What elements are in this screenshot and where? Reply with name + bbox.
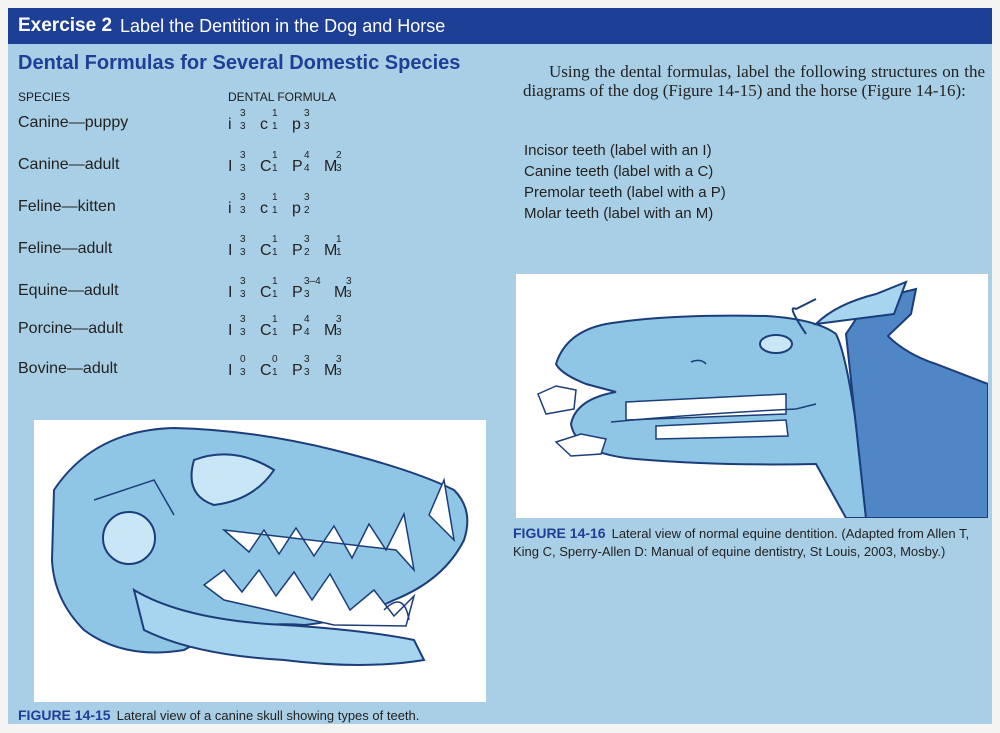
species-label: Feline—kitten <box>18 198 116 215</box>
figure-14-16-number: FIGURE 14-16 <box>513 525 606 541</box>
upper-count: 4 <box>304 150 310 161</box>
lower-count: 3 <box>240 163 246 174</box>
lower-count: 3 <box>346 289 352 300</box>
tooth-letter: c <box>260 116 268 133</box>
tooth-letter: P <box>292 362 303 379</box>
tooth-letter: M <box>324 322 338 339</box>
upper-count: 3–4 <box>304 276 321 287</box>
upper-count: 3 <box>240 276 246 287</box>
lower-count: 1 <box>272 163 278 174</box>
tooth-letter: C <box>260 284 272 301</box>
instructions-text: Using the dental formulas, label the following structures on the diagrams of the dog (Figure 14-15) and the horse (Figure 14-16): <box>523 62 985 100</box>
instructions <box>523 62 985 100</box>
label-list <box>524 140 726 224</box>
upper-count: 3 <box>240 314 246 325</box>
upper-count: 1 <box>272 276 278 287</box>
species-column-header: SPECIES <box>18 90 71 104</box>
lower-count: 1 <box>272 247 278 258</box>
tooth-letter: C <box>260 362 272 379</box>
exercise-number: Exercise 2 <box>18 15 113 36</box>
label-item: Canine teeth (label with a C) <box>524 163 714 180</box>
upper-count: 3 <box>240 234 246 245</box>
tooth-letter: I <box>228 158 233 175</box>
tooth-letter: I <box>228 362 233 379</box>
formula-column-header: DENTAL FORMULA <box>228 90 337 104</box>
lower-count: 3 <box>304 289 310 300</box>
lower-count: 3 <box>336 163 342 174</box>
lower-count: 1 <box>272 327 278 338</box>
lower-count: 3 <box>304 121 310 132</box>
lower-count: 3 <box>336 327 342 338</box>
figure-14-15-text: Lateral view of a canine skull showing types of teeth. <box>116 708 420 723</box>
tooth-letter: I <box>228 284 233 301</box>
lower-count: 3 <box>240 367 246 378</box>
upper-count: 1 <box>272 150 278 161</box>
tooth-letter: C <box>260 158 272 175</box>
tooth-letter: P <box>292 284 303 301</box>
tooth-letter: i <box>228 116 232 133</box>
upper-count: 1 <box>272 234 278 245</box>
lower-count: 3 <box>240 247 246 258</box>
tooth-letter: p <box>292 116 301 133</box>
species-label: Bovine—adult <box>18 360 118 377</box>
horse-head-illustration <box>516 274 988 518</box>
lower-count: 2 <box>304 247 310 258</box>
lower-count: 1 <box>272 205 278 216</box>
tooth-letter: P <box>292 158 303 175</box>
tooth-letter: M <box>324 362 338 379</box>
species-label: Porcine—adult <box>18 320 123 337</box>
upper-count: 1 <box>336 234 342 245</box>
upper-count: 0 <box>272 354 278 365</box>
species-label: Equine—adult <box>18 282 119 299</box>
tooth-letter: p <box>292 200 301 217</box>
tooth-letter: I <box>228 322 233 339</box>
upper-count: 1 <box>272 314 278 325</box>
lower-count: 4 <box>304 163 310 174</box>
dog-figure <box>34 420 486 702</box>
tooth-letter: P <box>292 322 303 339</box>
tooth-letter: C <box>260 242 272 259</box>
label-item: Incisor teeth (label with an I) <box>524 142 712 159</box>
upper-count: 3 <box>240 192 246 203</box>
lower-count: 4 <box>304 327 310 338</box>
tooth-letter: P <box>292 242 303 259</box>
tooth-letter: M <box>324 242 338 259</box>
tooth-letter: C <box>260 322 272 339</box>
exercise-title: Label the Dentition in the Dog and Horse <box>120 15 446 36</box>
species-label: Canine—puppy <box>18 114 129 131</box>
upper-count: 3 <box>240 108 246 119</box>
upper-count: 3 <box>304 108 310 119</box>
lower-count: 1 <box>272 289 278 300</box>
upper-count: 1 <box>272 108 278 119</box>
upper-count: 2 <box>336 150 342 161</box>
lower-count: 3 <box>240 121 246 132</box>
lower-count: 2 <box>304 205 310 216</box>
lower-count: 3 <box>240 327 246 338</box>
tooth-letter: c <box>260 200 268 217</box>
upper-count: 4 <box>304 314 310 325</box>
lower-count: 1 <box>336 247 342 258</box>
label-item: Molar teeth (label with an M) <box>524 205 714 222</box>
lower-count: 3 <box>336 367 342 378</box>
tooth-letter: I <box>228 242 233 259</box>
upper-count: 0 <box>240 354 246 365</box>
exercise-banner <box>8 8 992 44</box>
figure-14-16-caption <box>513 524 985 561</box>
species-label: Canine—adult <box>18 156 120 173</box>
tooth-letter: M <box>324 158 338 175</box>
species-label: Feline—adult <box>18 240 113 257</box>
upper-count: 3 <box>304 234 310 245</box>
upper-count: 3 <box>240 150 246 161</box>
lower-count: 1 <box>272 121 278 132</box>
lower-count: 3 <box>304 367 310 378</box>
upper-count: 3 <box>304 192 310 203</box>
lower-count: 3 <box>240 289 246 300</box>
table-title: Dental Formulas for Several Domestic Species <box>18 52 461 74</box>
tooth-letter: i <box>228 200 232 217</box>
upper-count: 3 <box>336 314 342 325</box>
figure-14-16-text: Lateral view of normal equine dentition. (Adapted from Allen T, King C, Sperry-Allen D: Manual of equine dentistry, St Louis, 2003, Mosby.) <box>513 526 970 559</box>
upper-count: 3 <box>346 276 352 287</box>
canine-skull-illustration <box>34 420 486 702</box>
upper-count: 3 <box>304 354 310 365</box>
figure-14-15-number: FIGURE 14-15 <box>18 707 111 723</box>
upper-count: 1 <box>272 192 278 203</box>
tooth-letter: M <box>334 284 348 301</box>
horse-figure <box>516 274 988 518</box>
lower-count: 3 <box>240 205 246 216</box>
figure-14-15-caption <box>18 706 419 725</box>
worksheet-page <box>8 8 992 724</box>
lower-count: 1 <box>272 367 278 378</box>
label-item: Premolar teeth (label with a P) <box>524 184 726 201</box>
upper-count: 3 <box>336 354 342 365</box>
